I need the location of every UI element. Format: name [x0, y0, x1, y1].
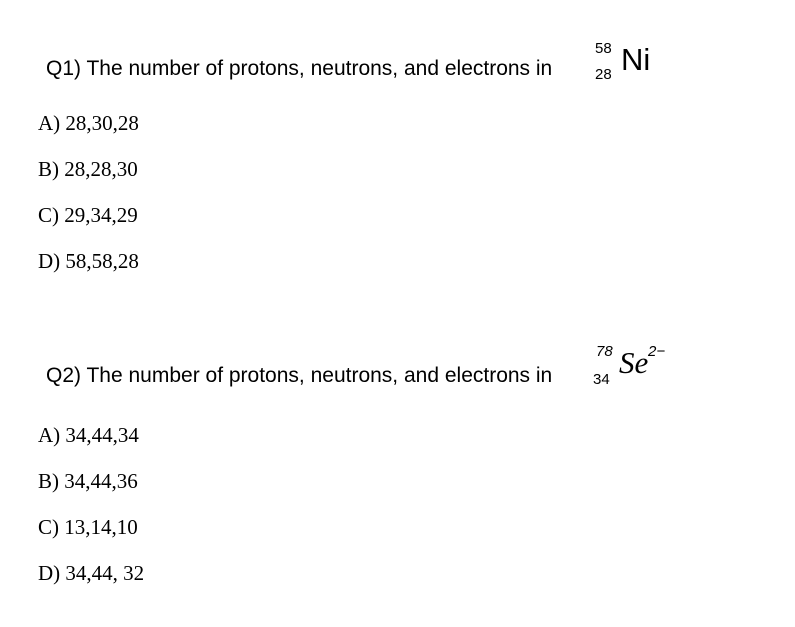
nickel-mass-number: 58	[595, 40, 612, 57]
question-2-option-c: C) 13,14,10	[38, 515, 138, 539]
nickel-nuclide-symbol	[592, 38, 662, 88]
question-1-prompt: Q1) The number of protons, neutrons, and electrons in	[46, 57, 553, 80]
question-2-option-d: D) 34,44, 32	[38, 561, 145, 585]
question-1-option-b: B) 28,28,30	[38, 157, 138, 181]
question-1-option-a: A) 28,30,28	[38, 111, 139, 135]
selenide-ion-symbol	[592, 340, 692, 395]
question-2-option-b: B) 34,44,36	[38, 469, 138, 493]
selenium-atomic-number: 34	[593, 371, 610, 388]
selenium-element-symbol: Se	[619, 345, 649, 380]
question-2-prompt: Q2) The number of protons, neutrons, and electrons in	[46, 364, 553, 387]
question-1-option-d: D) 58,58,28	[38, 249, 139, 273]
selenium-mass-number: 78	[596, 343, 613, 360]
nickel-atomic-number: 28	[595, 66, 612, 83]
selenide-charge: 2−	[648, 343, 666, 360]
question-1-option-c: C) 29,34,29	[38, 203, 138, 227]
nickel-element-symbol: Ni	[621, 42, 651, 77]
question-2-option-a: A) 34,44,34	[38, 423, 139, 447]
